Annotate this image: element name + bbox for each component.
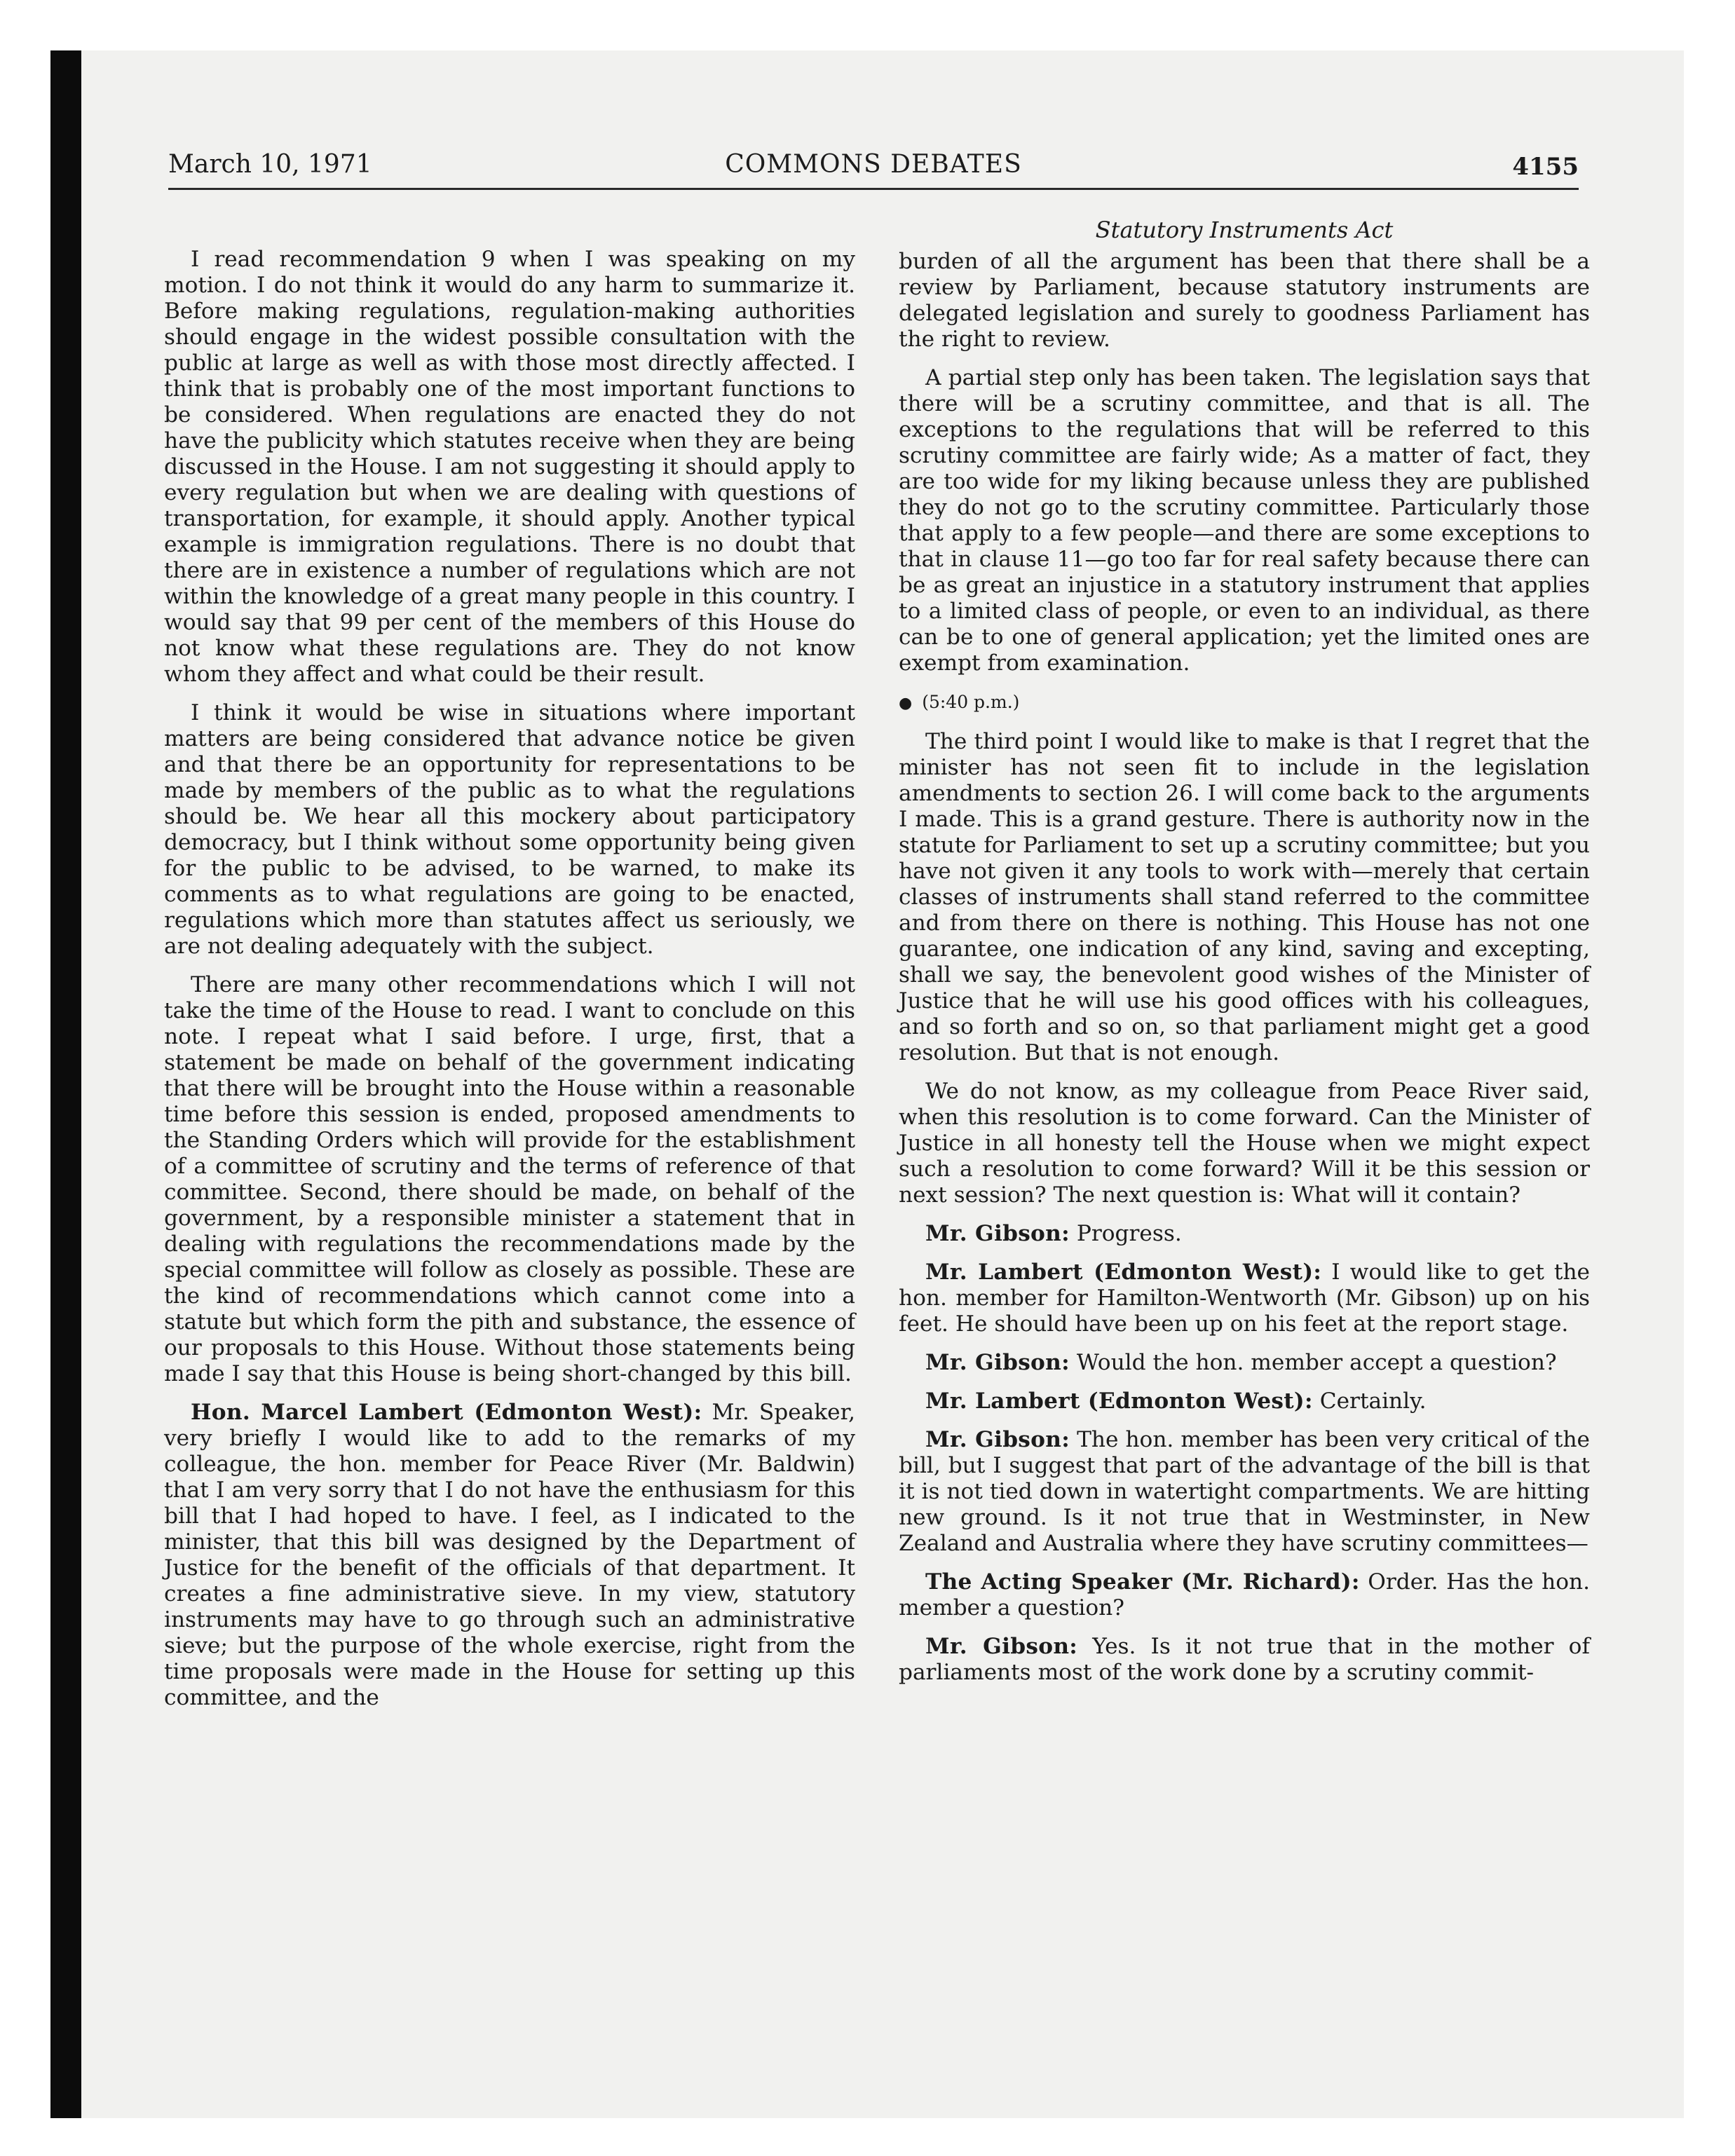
paragraph: We do not know, as my colleague from Peace River said, when this resolution is to come forward. Can the Minister of Justice in all honesty tell the House when we might expect such a resolution to come forward? Will it be this session or next session? The next question is: What will it contain?: [899, 1079, 1590, 1208]
speaker-name: Hon. Marcel Lambert (Edmonton West):: [191, 1400, 702, 1425]
header-title: COMMONS DEBATES: [725, 150, 1022, 179]
speech-paragraph: [899, 1427, 1590, 1557]
paragraph: A partial step only has been taken. The legislation says that there will be a scrutiny committee, and that is all. The exceptions to the regulations that will be referred to this scrutiny committee are fairly wide; As a matter of fact, they are too wide for my liking because unless they are published they do not go to the scrutiny committee. Particularly those that apply to a few people—and there are some exceptions to that in clause 11—go too far for real safety because there can be as great an injustice in a statutory instrument that applies to a limited class of people, or even to an individual, as there can be to one of general application; yet the limited ones are exempt from examination.: [899, 365, 1590, 676]
speaker-name: Mr. Lambert (Edmonton West):: [925, 1389, 1313, 1414]
speaker-name: Mr. Gibson:: [925, 1221, 1070, 1246]
speech-text: The hon. member has been very critical of the bill, but I suggest that part of the advantage of the bill is that it is not tied down in watertight compartments. We are hitting new ground. Is it not true that in Westminster, in New Zealand and Australia where they have scrutiny committees—: [899, 1427, 1590, 1556]
speaker-name: Mr. Gibson:: [925, 1350, 1070, 1375]
header-date: March 10, 1971: [168, 150, 372, 179]
speech-text: Would the hon. member accept a question?: [1069, 1350, 1557, 1375]
speech-text: Yes. Is it not true that in the mother of parliaments most of the work done by a scrutiny commit-: [899, 1634, 1590, 1685]
speech-paragraph: [899, 1221, 1590, 1247]
speech-paragraph: [164, 1400, 855, 1711]
speech-text: Mr. Speaker, very briefly I would like to add to the remarks of my colleague, the hon. member for Peace River (Mr. Baldwin) that I am very sorry that I do not have the enthusiasm for this bill that I had hoped to have. I feel, as I indicated to the minister, that this bill was designed by the Department of Justice for the benefit of the officials of that department. It creates a fine administrative sieve. In my view, statutory instruments may have to go through such an administrative sieve; but the purpose of the whole exercise, right from the time proposals were made in the House for setting up this committee, and the: [164, 1400, 855, 1710]
paragraph: I read recommendation 9 when I was speaking on my motion. I do not think it would do any harm to summarize it. Before making regulations, regulation-making authorities should engage in the widest possible consultation with the public at large as well as with those most directly affected. I think that is probably one of the most important functions to be considered. When regulations are enacted they do not have the publicity which statutes receive when they are being discussed in the House. I am not suggesting it should apply to every regulation but when we are dealing with questions of transportation, for example, it should apply. Another typical example is immigration regulations. There is no doubt that there are in existence a number of regulations which are not within the knowledge of a great many people in this country. I would say that 99 per cent of the members of this House do not know what these regulations are. They do not know whom they affect and what could be their result.: [164, 247, 855, 687]
speech-text: Progress.: [1069, 1221, 1182, 1246]
speech-paragraph: [899, 1350, 1590, 1376]
speech-paragraph: [899, 1260, 1590, 1337]
paragraph: The third point I would like to make is that I regret that the minister has not seen fit to include in the legislation amendments to section 26. I will come back to the arguments I made. This is a grand gesture. There is authority now in the statute for Parliament to set up a scrutiny committee; but you have not given it any tools to work with—merely that certain classes of instruments shall stand referred to the committee and from there on there is nothing. This House has not one guarantee, one indication of any kind, saving and excepting, shall we say, the benevolent good wishes of the Minister of Justice that he will use his good offices with his colleagues, and so forth and so on, so that parliament might get a good resolution. But that is not enough.: [899, 729, 1590, 1065]
bullet-icon: ●: [899, 695, 913, 712]
right-column: [899, 217, 1590, 1698]
speaker-name: Mr. Gibson:: [925, 1634, 1078, 1659]
speaker-name: Mr. Gibson:: [925, 1427, 1070, 1452]
paragraph: I think it would be wise in situations where important matters are being considered that advance notice be given and that there be an opportunity for representations to be made by members of the public as to what the regulations should be. We hear all this mockery about participatory democracy, but I think without some opportunity being given for the public to be advised, to be warned, to make its comments as to what regulations are going to be enacted, regulations which more than statutes affect us seriously, we are not dealing adequately with the subject.: [164, 700, 855, 959]
speaker-name: The Acting Speaker (Mr. Richard):: [925, 1569, 1360, 1595]
page-header: [168, 150, 1579, 190]
speech-paragraph: [899, 1389, 1590, 1414]
running-title: Statutory Instruments Act: [1095, 217, 1394, 243]
left-column: [164, 247, 855, 1724]
speech-paragraph: [899, 1634, 1590, 1686]
speech-text: Order. Has the hon. member a question?: [899, 1569, 1590, 1621]
binding-edge: [50, 50, 81, 2118]
paragraph: burden of all the argument has been that there shall be a review by Parliament, because statutory instruments are delegated legislation and surely to goodness Parliament has the right to review.: [899, 249, 1590, 352]
page-number: 4155: [1512, 153, 1579, 181]
paragraph: There are many other recommendations which I will not take the time of the House to read. I want to conclude on this note. I repeat what I said before. I urge, first, that a statement be made on behalf of the government indicating that there will be brought into the House within a reasonable time before this session is ended, proposed amendments to the Standing Orders which will provide for the establishment of a committee of scrutiny and the terms of reference of that committee. Second, there should be made, on behalf of the government, by a responsible minister a statement that in dealing with regulations the recommendations made by the special committee will follow as closely as possible. These are the kind of recommendations which cannot come into a statute but which form the pith and substance, the essence of our proposals to this House. Without those statements being made I say that this House is being short-changed by this bill.: [164, 972, 855, 1386]
time-stamp: [899, 689, 1590, 716]
speech-text: Certainly.: [1312, 1389, 1427, 1414]
time-stamp-text: (5:40 p.m.): [922, 692, 1020, 712]
speech-text: I would like to get the hon. member for Hamilton-Wentworth (Mr. Gibson) up on his feet. He should have been up on his feet at the report stage.: [899, 1260, 1590, 1337]
speaker-name: Mr. Lambert (Edmonton West):: [925, 1260, 1322, 1285]
speech-paragraph: [899, 1569, 1590, 1621]
